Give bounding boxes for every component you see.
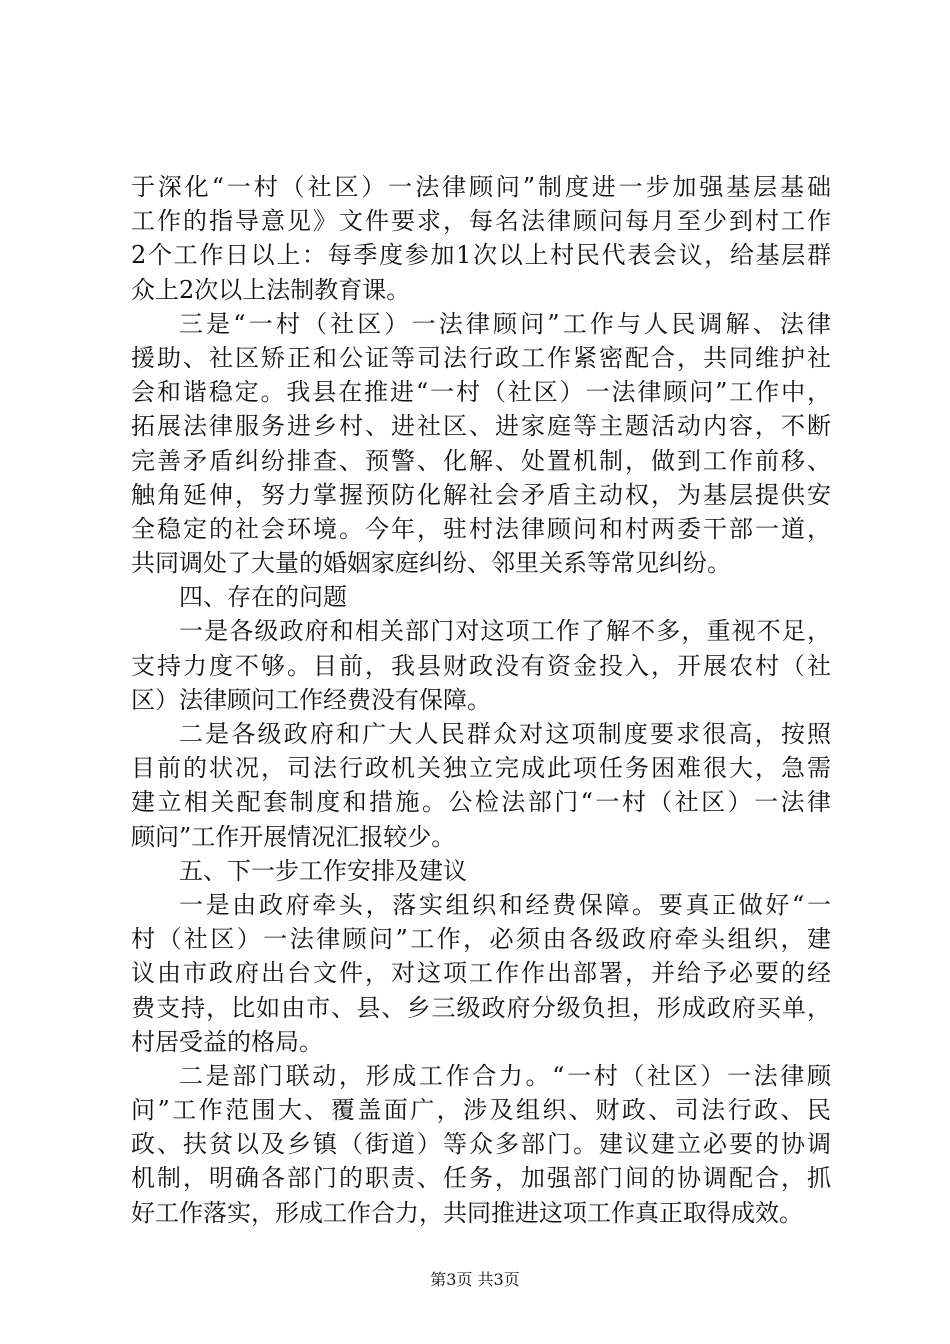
text-line: 完善矛盾纠纷排查、预警、化解、处置机制，做到工作前移、 — [131, 446, 831, 475]
page-footer — [0, 1270, 950, 1290]
page-number-label: 第3页 共3页 — [430, 1270, 520, 1289]
text-line: 建立相关配套制度和措施。公检法部门“一村（社区）一法律 — [131, 788, 831, 817]
text-line: 问”工作范围大、覆盖面广，涉及组织、财政、司法行政、民 — [131, 1096, 831, 1125]
text-line: 村居受益的格局。 — [131, 1027, 323, 1056]
text-line: 全稳定的社会环境。今年，驻村法律顾问和村两委干部一道， — [131, 514, 831, 543]
text-line: 二是各级政府和广大人民群众对这项制度要求很高，按照 — [179, 720, 831, 748]
text-line: 政、扶贫以及乡镇（街道）等众多部门。建议建立必要的协调 — [131, 1130, 831, 1159]
text-line: 一是由政府牵头，落实组织和经费保障。要真正做好“一 — [179, 890, 831, 919]
text-line: 援助、社区矫正和公证等司法行政工作紧密配合，共同维护社 — [131, 343, 831, 372]
text-line: 顾问”工作开展情况汇报较少。 — [131, 822, 456, 851]
text-line: 机制，明确各部门的职责、任务，加强部门间的协调配合，抓 — [131, 1164, 831, 1193]
text-line: 拓展法律服务进乡村、进社区、进家庭等主题活动内容，不断 — [131, 412, 831, 441]
text-line: 五、下一步工作安排及建议 — [179, 856, 467, 885]
document-body — [131, 170, 831, 1230]
text-line: 费支持，比如由市、县、乡三级政府分级负担，形成政府买单， — [131, 993, 831, 1022]
text-line: 共同调处了大量的婚姻家庭纠纷、邻里关系等常见纠纷。 — [131, 549, 731, 578]
text-line: 村（社区）一法律顾问”工作，必须由各级政府牵头组织，建 — [131, 925, 831, 954]
text-line: 于深化“一村（社区）一法律顾问”制度进一步加强基层基础 — [131, 173, 831, 201]
text-line: 四、存在的问题 — [179, 583, 347, 612]
text-line: 触角延伸，努力掌握预防化解社会矛盾主动权，为基层提供安 — [131, 480, 831, 509]
text-line: 工作的指导意见》文件要求，每名法律顾问每月至少到村工作 — [131, 207, 831, 236]
text-line: 会和谐稳定。我县在推进“一村（社区）一法律顾问”工作中， — [131, 378, 831, 407]
text-line: 区）法律顾问工作经费没有保障。 — [131, 685, 491, 714]
text-line: 一是各级政府和相关部门对这项工作了解不多，重视不足， — [179, 617, 831, 646]
text-line: 议由市政府出台文件，对这项工作作出部署，并给予必要的经 — [131, 959, 831, 988]
text-line: 三是“一村（社区）一法律顾问”工作与人民调解、法律 — [179, 309, 831, 338]
text-line: 二是部门联动，形成工作合力。“一村（社区）一法律顾 — [179, 1061, 831, 1090]
text-line: 目前的状况，司法行政机关独立完成此项任务困难很大，急需 — [131, 754, 831, 783]
text-line: 众上2次以上法制教育课。 — [131, 275, 411, 304]
text-line: 好工作落实，形成工作合力，共同推进这项工作真正取得成效。 — [131, 1198, 803, 1227]
text-line: 支持力度不够。目前，我县财政没有资金投入，开展农村（社 — [131, 651, 831, 680]
text-line: 2个工作日以上：每季度参加1次以上村民代表会议，给基层群 — [131, 241, 831, 270]
